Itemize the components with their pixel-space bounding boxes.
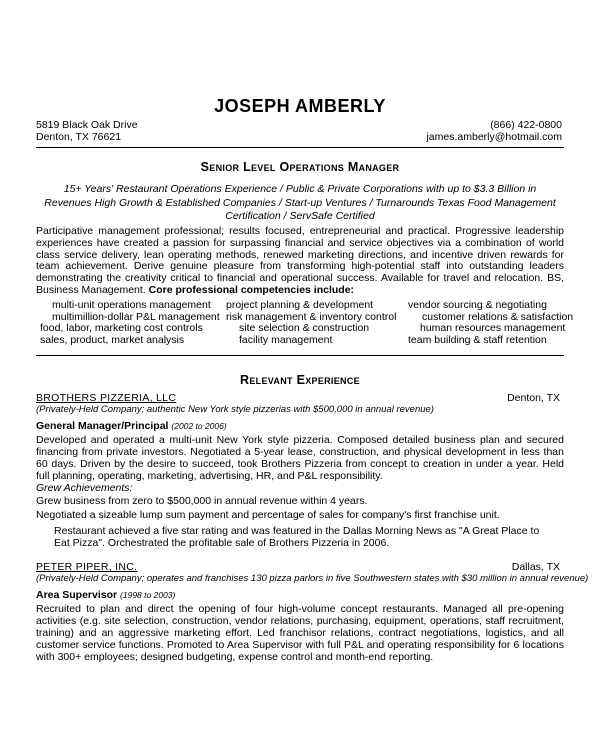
summary-text: Participative management professional; results focused, entrepreneurial and practical. Progressive leadership experiences have created a passion for surpassing financial and service objectives via a combination of world class service delivery, lean operating methods, renewed marketing directions, and incentive driven rewards for team achievement. Derive genuine pleasure from transforming high-potential staff into outstanding leaders demonstrating the creativity critical to financial and operational success. Available for travel and relocation. BS, Business Management. [36,225,564,296]
competency-item: multimillion-dollar P&L management [52,311,220,323]
competency-item: site selection & construction [239,322,370,334]
summary-subtitle: 15+ Years' Restaurant Operations Experience / Public & Private Corporations with up to $3.3 Billion in Revenues High Growth & Established Companies / Start-up Ventures / Turnarounds Texas Food Management Certification / ServSafe Certified [44,183,556,222]
job-role [36,589,175,601]
phone-number: (866) 422-0800 [490,119,562,131]
summary-title: Senior Level Operations Manager [200,160,400,174]
header-divider [36,147,564,148]
competency-item: customer relations & satisfaction [422,311,574,323]
role-title: Area Supervisor [36,589,118,601]
address-line-1: 5819 Black Oak Drive [36,119,138,131]
section-divider [36,355,564,356]
achievement-item: Negotiated a sizeable lump sum payment and percentage of sales for company's first franchise unit. [36,509,500,521]
competency-item: facility management [239,334,333,346]
summary-paragraph [36,226,564,297]
job-description: Developed and operated a multi-unit New York style pizzeria. Composed detailed business plan and secured financing from private investors. Negotiated a 5-year lease, construction, and physical development in less than 60 days. Driven by the desire to succeed, took Brothers Pizzeria from concept to creation in under a year. Held full planning, operating, marketing, advertising, HR, and P&L responsibility. [36,434,564,482]
experience-title: Relevant Experience [240,373,360,387]
competency-item: project planning & development [226,299,374,311]
company-name: PETER PIPER, INC. [36,561,138,573]
achievement-item: Restaurant achieved a five star rating and was featured in the Dallas Morning News as "A Great Place to Eat Pizza". Orchestrated the profitable sale of Brothers Pizzeria in 2006. [54,525,540,549]
role-years: (2002 to 2006) [171,421,227,431]
company-info: (Privately-Held Company; operates and franchises 130 pizza parlors in five Southwestern states with $30 million in annual revenue) [36,573,589,584]
competency-item: sales, product, market analysis [40,334,185,346]
competency-item: vendor sourcing & negotiating [408,299,547,311]
address-line-2: Denton, TX 76621 [36,131,122,143]
competencies-lead: Core professional competencies include: [148,283,355,296]
competency-item: risk management & inventory control [226,311,397,323]
company-location: Dallas, TX [511,561,560,573]
competency-item: food, labor, marketing cost controls [40,322,203,334]
competency-item: multi-unit operations management [52,299,211,311]
company-name: BROTHERS PIZZERIA, LLC [36,392,177,404]
role-title: General Manager/Principal [36,420,169,432]
competency-item: team building & staff retention [408,334,547,346]
company-location: Denton, TX [507,392,560,404]
job-role [36,420,227,432]
company-info: (Privately-Held Company; authentic New York style pizzerias with $500,000 in annual revenue) [36,404,434,415]
achievements-label: Grew Achievements: [36,482,133,494]
competency-item: human resources management [420,322,566,334]
email-address: james.amberly@hotmail.com [426,131,562,143]
achievement-item: Grew business from zero to $500,000 in annual revenue within 4 years. [36,495,368,507]
role-years: (1998 to 2003) [120,590,176,600]
candidate-name: JOSEPH AMBERLY [214,96,386,116]
job-description: Recruited to plan and direct the opening of four high-volume concept restaurants. Managed all pre-opening activities (e.g. site selection, construction, vendor relations, purchasing, equipment, operations, staff recruitment, training) and an aggressive marketing effort. Led franchisor relations, contract negotiations, logistics, and all customer service functions. Promoted to Area Supervisor with full P&L and operating responsibility for 6 locations with 300+ employees; designed budgeting, expense control and month-end reporting. [36,603,564,663]
